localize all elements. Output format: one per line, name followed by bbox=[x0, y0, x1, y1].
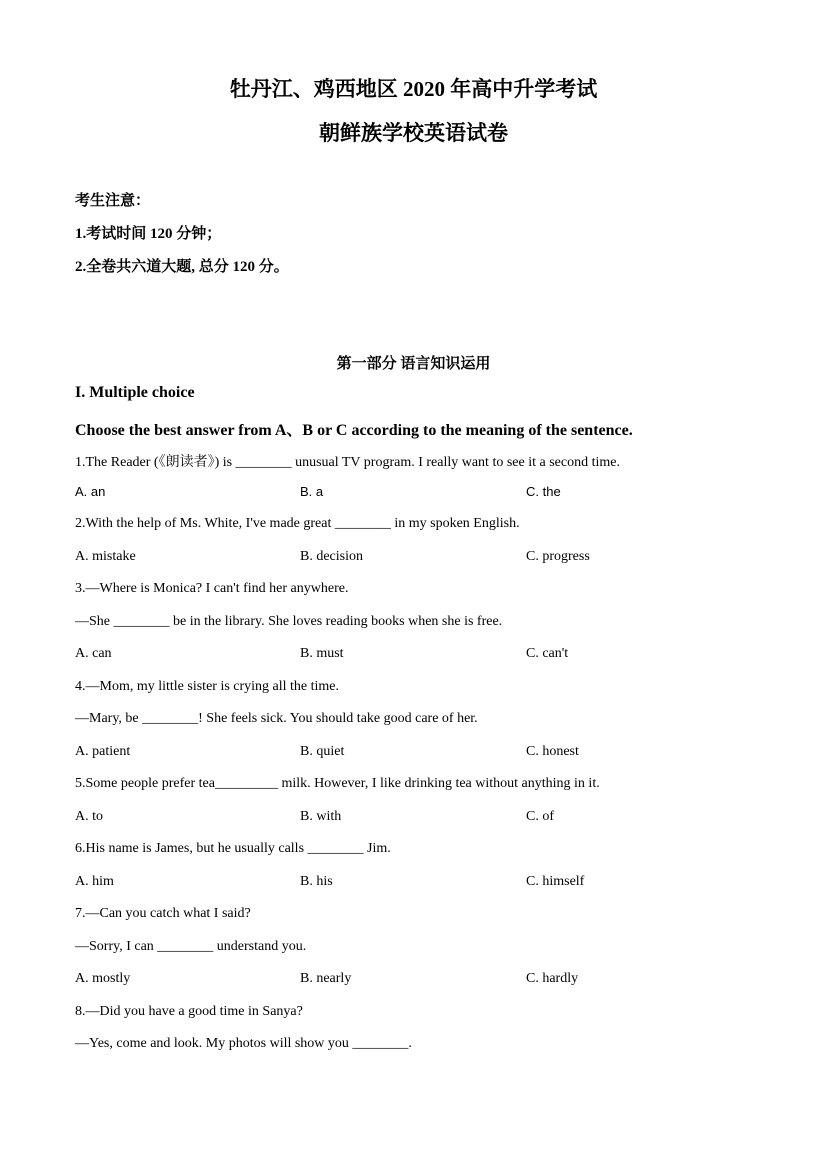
question-4-option-c: C. honest bbox=[526, 744, 579, 759]
question-2-option-a: A. mistake bbox=[75, 549, 136, 564]
notes-heading: 考生注意： bbox=[75, 193, 151, 209]
part-heading: 第一部分 语言知识运用 bbox=[336, 356, 491, 372]
question-5-text: 5.Some people prefer tea_________ milk. However, I like drinking tea without anything in it. bbox=[75, 776, 600, 791]
exam-title: 牡丹江、鸡西地区 2020 年高中升学考试 bbox=[229, 77, 598, 101]
question-3-text: 3.—Where is Monica? I can't find her anywhere. bbox=[75, 581, 349, 596]
section-instruction: Choose the best answer from A、B or C according to the meaning of the sentence. bbox=[75, 422, 633, 439]
question-7-option-c: C. hardly bbox=[526, 971, 579, 986]
question-7-option-b: B. nearly bbox=[300, 971, 352, 986]
question-5-option-b: B. with bbox=[300, 809, 342, 824]
question-3-option-a: A. can bbox=[75, 646, 112, 661]
question-3-option-c: C. can't bbox=[526, 646, 569, 661]
question-8-reply: —Yes, come and look. My photos will show you ________. bbox=[75, 1036, 412, 1051]
question-1-option-b: B. a bbox=[300, 484, 324, 499]
question-2-option-c: C. progress bbox=[526, 549, 590, 564]
question-4-option-b: B. quiet bbox=[300, 744, 345, 759]
question-4-text: 4.—Mom, my little sister is crying all the time. bbox=[75, 679, 340, 694]
question-7-reply: —Sorry, I can ________ understand you. bbox=[75, 939, 307, 954]
question-3-option-b: B. must bbox=[300, 646, 344, 661]
question-1-option-a: A. an bbox=[75, 484, 106, 499]
note-item-2: 2.全卷共六道大题, 总分 120 分。 bbox=[75, 259, 289, 275]
question-3-reply: —She ________ be in the library. She loves reading books when she is free. bbox=[75, 614, 503, 629]
note-item-1: 1.考试时间 120 分钟； bbox=[75, 226, 222, 242]
question-5-option-a: A. to bbox=[75, 809, 103, 824]
question-2-option-b: B. decision bbox=[300, 549, 363, 564]
question-6-text: 6.His name is James, but he usually calls ________ Jim. bbox=[75, 841, 391, 856]
section-title: I. Multiple choice bbox=[75, 384, 195, 401]
question-4-option-a: A. patient bbox=[75, 744, 131, 759]
question-8-text: 8.—Did you have a good time in Sanya? bbox=[75, 1004, 303, 1019]
exam-subtitle: 朝鲜族学校英语试卷 bbox=[319, 121, 508, 145]
question-7-option-a: A. mostly bbox=[75, 971, 131, 986]
question-6-option-c: C. himself bbox=[526, 874, 585, 889]
question-6-option-a: A. him bbox=[75, 874, 114, 889]
question-1-text: 1.The Reader (《朗读者》) is ________ unusual TV program. I really want to see it a second time. bbox=[75, 455, 620, 470]
question-6-option-b: B. his bbox=[300, 874, 333, 889]
question-7-text: 7.—Can you catch what I said? bbox=[75, 906, 251, 921]
question-2-text: 2.With the help of Ms. White, I've made great ________ in my spoken English. bbox=[75, 516, 520, 531]
question-5-option-c: C. of bbox=[526, 809, 554, 824]
question-4-reply: —Mary, be ________! She feels sick. You should take good care of her. bbox=[75, 711, 478, 726]
question-1-option-c: C. the bbox=[526, 484, 561, 499]
